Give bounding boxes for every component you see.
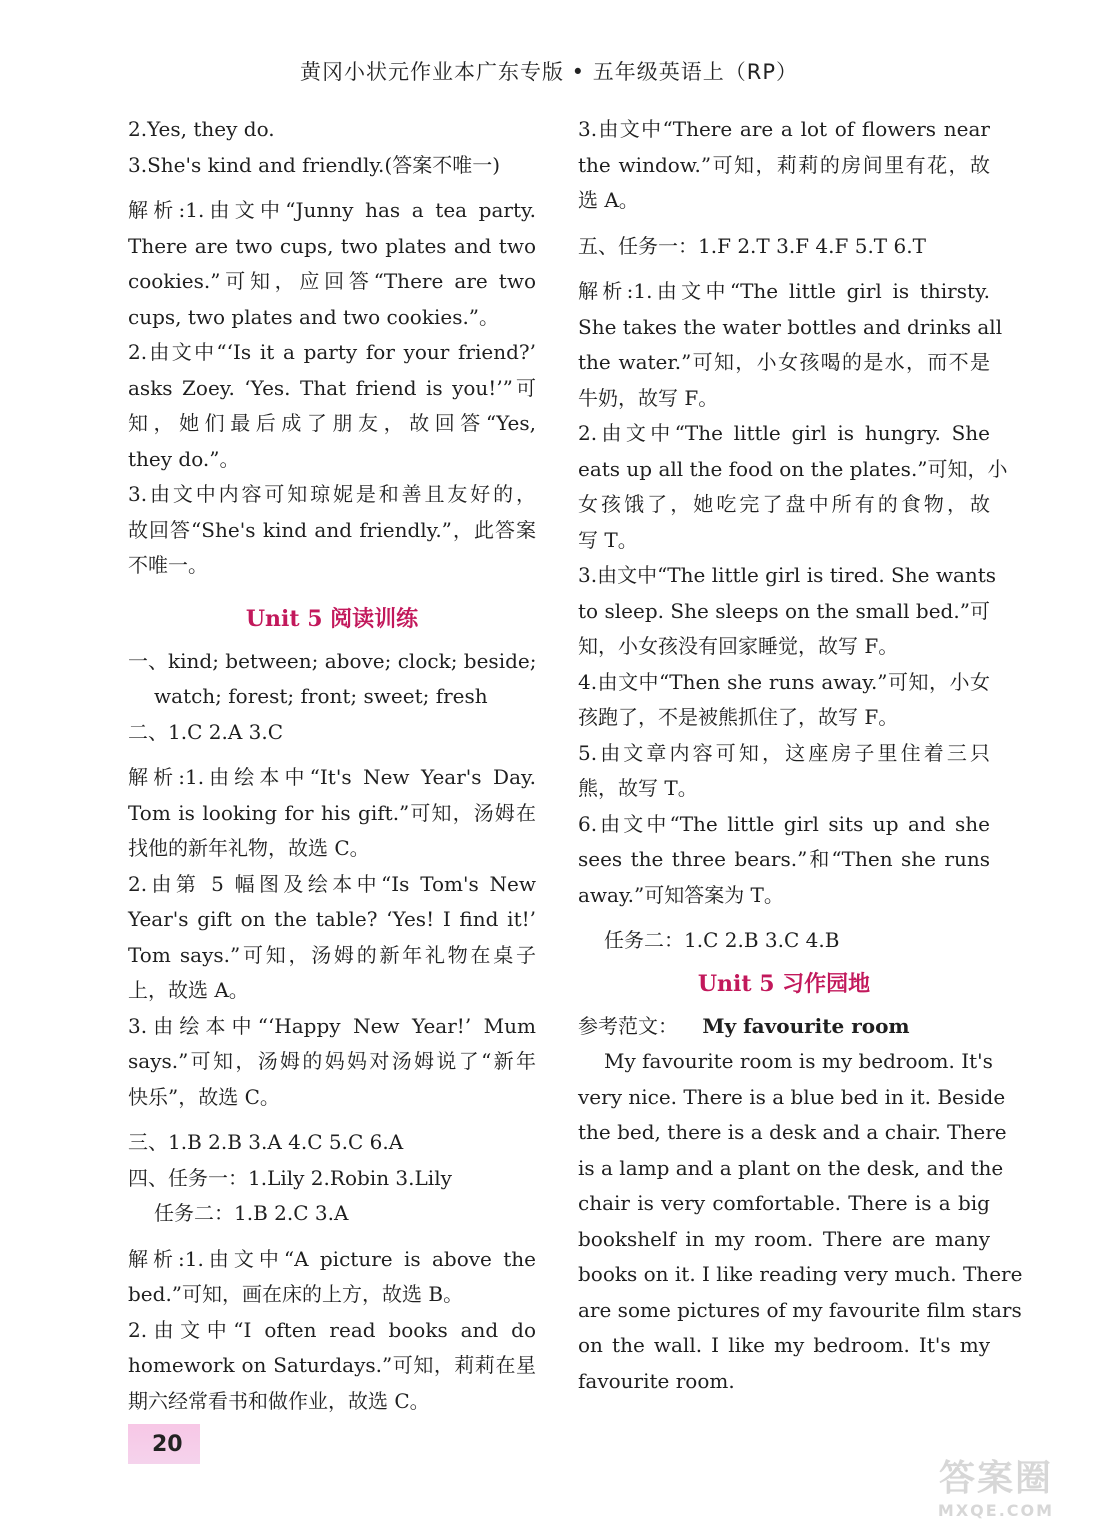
analysis-block-2 [128,760,536,1115]
analysis-line: 故回答“She's kind and friendly.”，此答案 [128,517,536,542]
analysis-line: 熊，故写 T。 [578,776,698,800]
analysis-line: 女孩饿了，她吃完了盘中所有的食物，故 [578,492,990,516]
essay-line: books on it. I like reading very much. There [578,1262,1023,1286]
analysis-line: 3.由文中“There are a lot of flowers near [578,117,990,141]
vocab-line: 一、kind; between; above; clock; beside; [128,648,537,673]
analysis-line: 3.由文中内容可知琼妮是和善且友好的， [128,482,536,506]
analysis-line: Tom is looking for his gift.”可知，汤姆在 [128,800,536,825]
watermark-text: 答案圈 [938,1458,1053,1499]
analysis-line: 4.由文中“Then she runs away.”可知，小女 [578,669,990,694]
analysis-line: sees the three bears.”和“Then she runs [578,847,990,871]
analysis-line: bed.”可知，画在床的上方，故选 B。 [128,1282,464,1306]
analysis-line: the window.”可知，莉莉的房间里有花，故 [578,152,990,177]
analysis-line: to sleep. She sleeps on the small bed.”可 [578,598,990,623]
analysis-line: 3.由绘本中“‘Happy New Year!’ Mum [128,1013,536,1038]
answer-line: 任务二：1.C 2.B 3.C 4.B [604,928,840,952]
analysis-line: 选 A。 [578,188,639,212]
analysis-line: 不唯一。 [128,553,208,577]
analysis-line: 牛奶，故写 F。 [578,385,719,410]
essay-line: My favourite room is my bedroom. It's [604,1049,993,1073]
analysis-line: the water.”可知，小女孩喝的是水，而不是 [578,350,990,374]
analysis-block-1 [128,193,536,584]
sample-title: My favourite room [702,1013,910,1038]
right-column [578,112,1023,1399]
analysis-line: asks Zoey. ‘Yes. That friend is you!’”可 [128,375,536,400]
answer-line: 任务二：1.B 2.C 3.A [154,1201,349,1225]
answer-line: 3.She's kind and friendly.(答案不唯一) [128,152,501,177]
answer-line: 二、1.C 2.A 3.C [128,719,284,744]
analysis-block-3 [128,1242,536,1420]
analysis-line: Tom says.”可知，汤姆的新年礼物在桌子 [128,942,536,967]
analysis-line: 快乐”，故选 C。 [128,1084,280,1109]
essay-line: bookshelf in my room. There are many [578,1226,990,1251]
analysis-line: 3.由文中“The little girl is tired. She wants [578,563,997,587]
answer-line: 三、1.B 2.B 3.A 4.C 5.C 6.A [128,1130,404,1154]
analysis-line: 知，她们最后成了朋友，故回答“Yes, [128,411,536,435]
section-title-writing: Unit 5 习作园地 [697,970,871,997]
analysis-line: 2.由文中“‘Is it a party for your friend?’ [128,340,536,364]
analysis-line: She takes the water bottles and drinks all [578,314,1003,339]
analysis-line: 解析:1.由文中“The little girl is thirsty. [578,279,990,303]
analysis-line: 解析:1.由文中“A picture is above the [128,1246,536,1271]
analysis-line: 2.由文中“I often read books and do [128,1317,536,1342]
watermark-url: MXQE.COM [937,1501,1055,1520]
answer-line: 五、任务一：1.F 2.T 3.F 4.F 5.T 6.T [578,233,926,258]
sample-label: 参考范文： [578,1013,678,1038]
essay-line: are some pictures of my favourite film stars [578,1297,1022,1322]
essay-line: very nice. There is a blue bed in it. Beside [578,1084,1006,1109]
watermark-logo [906,1450,1086,1530]
analysis-line: Year's gift on the table? ‘Yes! I find it!’ [128,907,536,931]
analysis-line: away.”可知答案为 T。 [578,882,784,907]
analysis-line: 知，小女孩没有回家睡觉，故写 F。 [578,634,899,658]
essay-line: is a lamp and a plant on the desk, and the [578,1155,1004,1180]
page-number-badge [128,1424,200,1464]
analysis-line: 2.由文中“The little girl is hungry. She [578,421,990,445]
essay-line: the bed, there is a desk and a chair. There [578,1120,1007,1144]
left-column [128,112,536,1419]
analysis-line: eats up all the food on the plates.”可知，小 [578,456,1008,481]
analysis-line: 解析:1.由绘本中“It's New Year's Day. [128,765,536,789]
running-header: 黄冈小状元作业本广东专版 • 五年级英语上（RP） [300,60,798,84]
essay-line: chair is very comfortable. There is a big [578,1191,990,1215]
analysis-line: 孩跑了，不是被熊抓住了，故写 F。 [578,705,899,729]
analysis-line: 5.由文章内容可知，这座房子里住着三只 [578,740,990,765]
sample-heading [578,1009,990,1045]
analysis-line: homework on Saturdays.”可知，莉莉在星 [128,1353,536,1377]
analysis-line: 6.由文中“The little girl sits up and she [578,811,990,836]
analysis-line: There are two cups, two plates and two [128,233,536,258]
analysis-line: 解析:1.由文中“Junny has a tea party. [128,198,536,222]
analysis-line: 上，故选 A。 [128,978,249,1002]
essay-line: on the wall. I like my bedroom. It's my [578,1333,990,1357]
analysis-line: 找他的新年礼物，故选 C。 [128,836,370,860]
analysis-line: cups, two plates and two cookies.”。 [128,304,500,329]
section-title-reading: Unit 5 阅读训练 [245,605,419,632]
vocab-line: watch; forest; front; sweet; fresh [154,684,488,708]
analysis-line: cookies.”可知，应回答“There are two [128,269,536,293]
page-number: 20 [152,1432,183,1457]
analysis-line: says.”可知，汤姆的妈妈对汤姆说了“新年 [128,1049,536,1073]
essay-line: favourite room. [578,1368,735,1393]
analysis-block-4 [578,274,1008,913]
analysis-line: 期六经常看书和做作业，故选 C。 [128,1388,430,1413]
sample-essay [578,1044,1023,1399]
analysis-line: they do.”。 [128,446,240,471]
answer-line: 四、任务一：1.Lily 2.Robin 3.Lily [128,1165,452,1190]
analysis-line: 写 T。 [578,527,638,552]
answer-line: 2.Yes, they do. [128,117,275,141]
analysis-line: 2.由第 5 幅图及绘本中“Is Tom's New [128,871,536,896]
